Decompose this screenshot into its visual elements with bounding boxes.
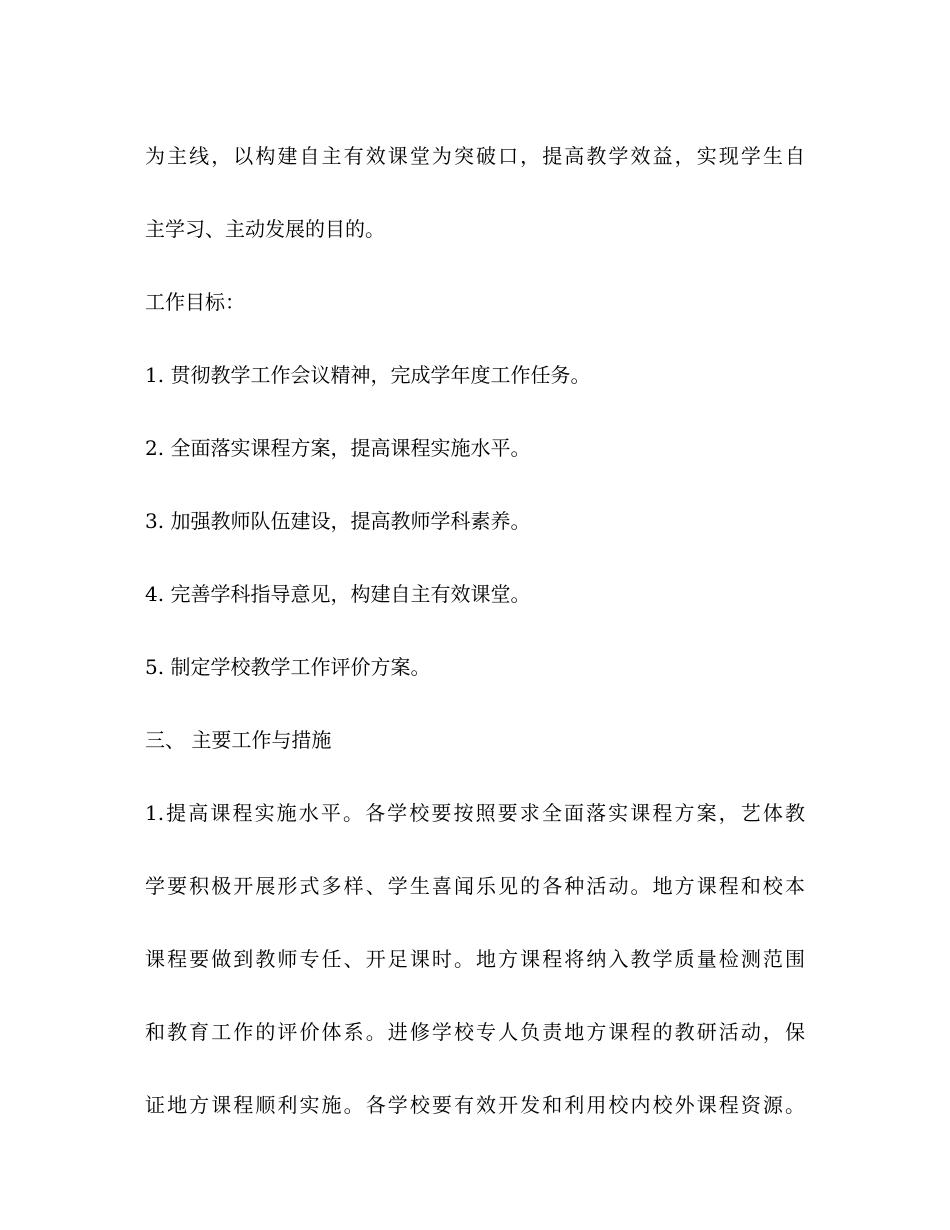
- goal-item-4: 4. 完善学科指导意见，构建自主有效课堂。: [145, 582, 531, 606]
- goal-item-1: 1. 贯彻教学工作会议精神，完成学年度工作任务。: [145, 363, 591, 387]
- goals-heading: 工作目标：: [145, 290, 245, 314]
- body-line: 证地方课程顺利实施。各学校要有效开发和利用校内校外课程资源。: [145, 1093, 805, 1117]
- goal-item-5: 5. 制定学校教学工作评价方案。: [145, 655, 431, 679]
- body-line: 1.提高课程实施水平。各学校要按照要求全面落实课程方案，艺体教: [145, 801, 805, 825]
- intro-line: 主学习、主动发展的目的。: [145, 217, 385, 241]
- document-body: [145, 120, 805, 1142]
- body-line: 学要积极开展形式多样、学生喜闻乐见的各种活动。地方课程和校本: [145, 874, 805, 898]
- goal-item-3: 3. 加强教师队伍建设，提高教师学科素养。: [145, 509, 531, 533]
- body-line: 课程要做到教师专任、开足课时。地方课程将纳入教学质量检测范围: [145, 947, 805, 971]
- intro-line: 为主线，以构建自主有效课堂为突破口，提高教学效益，实现学生自: [145, 144, 805, 168]
- section-heading: 三、 主要工作与措施: [145, 728, 332, 752]
- goal-item-2: 2. 全面落实课程方案，提高课程实施水平。: [145, 436, 531, 460]
- body-line: 和教育工作的评价体系。进修学校专人负责地方课程的教研活动，保: [145, 1020, 805, 1044]
